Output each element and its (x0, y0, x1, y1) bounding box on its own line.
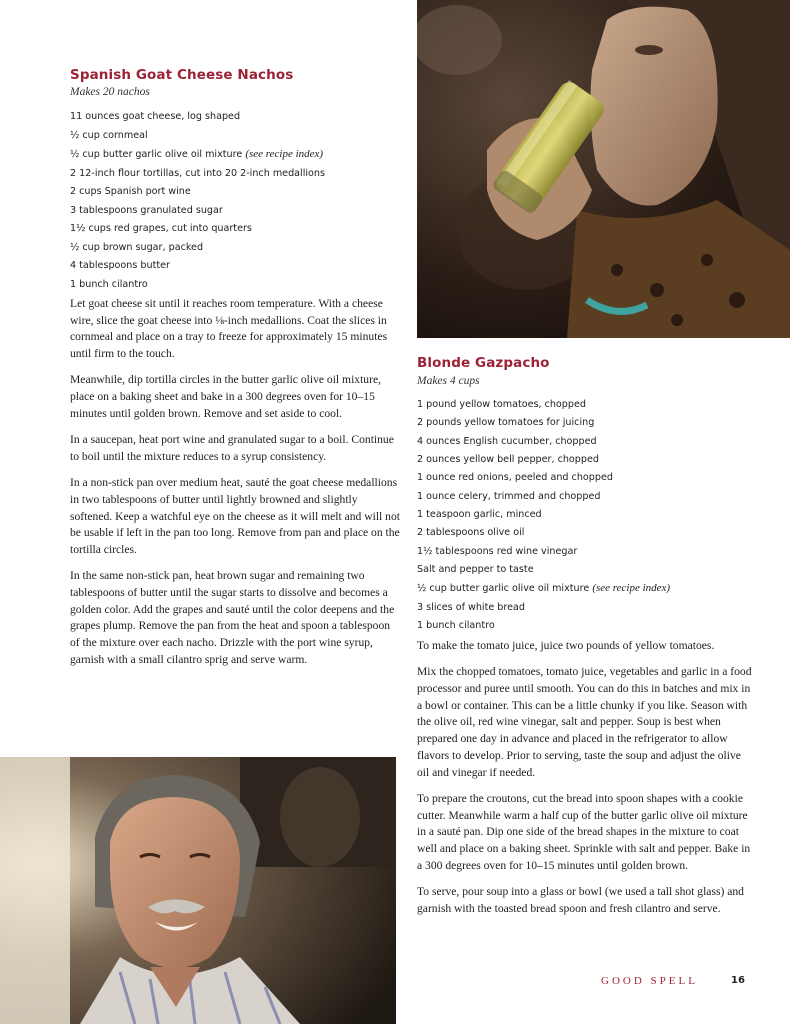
ingredient-item: 1 bunch cilantro (417, 620, 495, 632)
ingredient-item: 1½ cups red grapes, cut into quarters (70, 223, 252, 234)
nachos-ingredient-list (70, 108, 325, 294)
ingredient-text: ½ cup butter garlic olive oil mixture (70, 149, 243, 160)
gazpacho-title: Blonde Gazpacho (417, 355, 550, 371)
ingredient-item: 1 ounce red onions, peeled and chopped (417, 472, 613, 484)
instruction-paragraph: Meanwhile, dip tortilla circles in the butter garlic olive oil mixture, place on a baking sheet and bake in a 300 degrees oven for 10–15 minutes until golden brown. Remove and set aside to cool. (70, 373, 382, 420)
photo-woman-drinking-gazpacho (417, 0, 790, 338)
nachos-title: Spanish Goat Cheese Nachos (70, 67, 294, 83)
ingredient-item: 3 slices of white bread (417, 601, 526, 613)
instruction-paragraph: To prepare the croutons, cut the bread into spoon shapes with a cookie cutter. Meanwhile warm a half cup of the butter garlic olive oil mixture in a sauté pan. Dip one side of the bread shapes in the mixture to coat well and place on a baking sheet. Sprinkle with salt and pepper. Bake in a 300 degrees oven for 10–15 minutes until golden brown. (417, 791, 751, 872)
ingredient-item: 1 teaspoon garlic, minced (417, 509, 542, 521)
nachos-instructions (70, 296, 400, 678)
ingredient-item (417, 579, 670, 598)
recipe-index-note: (see recipe index) (245, 148, 324, 160)
page-number: 16 (731, 975, 745, 986)
ingredient-text: ½ cup butter garlic olive oil mixture (417, 583, 590, 595)
magazine-name: GOOD SPELL (601, 975, 698, 987)
ingredient-item (70, 145, 325, 165)
ingredient-item: Salt and pepper to taste (417, 564, 534, 576)
instruction-paragraph: In a non-stick pan over medium heat, sauté the goat cheese medallions in two tablespoons of butter until lightly browned and slightly softened. Keep a watchful eye on the cheese as it will melt and will not be usable if left in the pan too long. Remove from pan and place on the tortilla circles. (70, 476, 400, 556)
instruction-paragraph: In a saucepan, heat port wine and granulated sugar to a boil. Continue to boil until the mixture reduces to a syrup consistency. (70, 433, 394, 463)
instruction-paragraph: To serve, pour soup into a glass or bowl (we used a tall shot glass) and garnish with the toasted bread spoon and fresh cilantro and serve. (417, 884, 744, 915)
ingredient-item: 2 ounces yellow bell pepper, chopped (417, 454, 599, 466)
ingredient-item: 3 tablespoons granulated sugar (70, 204, 223, 216)
ingredient-item: 1½ tablespoons red wine vinegar (417, 545, 578, 557)
ingredient-item: 2 12-inch flour tortillas, cut into 20 2-inch medallions (70, 167, 325, 179)
instruction-paragraph: Let goat cheese sit until it reaches room temperature. With a cheese wire, slice the goat cheese into ⅛-inch medallions. Coat the slices in cornmeal and place on a tray to freeze for approximately 15 minutes until firm to the touch. (70, 297, 388, 361)
photo-smiling-man (0, 757, 396, 1024)
recipe-index-note: (see recipe index) (592, 582, 671, 595)
instruction-paragraph: Mix the chopped tomatoes, tomato juice, vegetables and garlic in a food processor and puree until smooth. You can do this in batches and mix in a bowl or container. This can be a little chunky if you like. Season with the olive oil, red wine vinegar, salt and pepper. Soup is best when prepared one day in advance and placed in the refrigerator to allow flavors to develop. Prior to serving, taste the soup and adjust the olive oil and vinegar if needed. (417, 665, 752, 779)
ingredient-item: 1 bunch cilantro (70, 278, 148, 290)
instruction-paragraph: In the same non-stick pan, heat brown sugar and remaining two tablespoons of butter until the sugar starts to dissolve and becomes a golden color. Add the grapes and sauté until the color deepens and the grapes plump. Remove the pan from the heat and spoon a tablespoon of the mixture over each nacho. Drizzle with the port wine syrup, garnish with a small cilantro sprig and serve warm. (70, 569, 395, 666)
ingredient-item: 2 cups Spanish port wine (70, 186, 191, 197)
ingredient-item: 2 pounds yellow tomatoes for juicing (417, 417, 595, 429)
ingredient-item: 4 tablespoons butter (70, 260, 170, 271)
nachos-yield: Makes 20 nachos (70, 86, 150, 98)
ingredient-item: 4 ounces English cucumber, chopped (417, 435, 597, 447)
ingredient-item: 1 pound yellow tomatoes, chopped (417, 399, 586, 410)
gazpacho-instructions (417, 638, 752, 927)
gazpacho-yield: Makes 4 cups (417, 375, 480, 387)
ingredient-item: 2 tablespoons olive oil (417, 527, 525, 539)
gazpacho-ingredient-list (417, 396, 670, 635)
instruction-paragraph: To make the tomato juice, juice two pounds of yellow tomatoes. (417, 639, 715, 652)
ingredient-item: ½ cup brown sugar, packed (70, 241, 204, 253)
ingredient-item: ½ cup cornmeal (70, 129, 148, 141)
ingredient-item: 11 ounces goat cheese, log shaped (70, 111, 241, 122)
ingredient-item: 1 ounce celery, trimmed and chopped (417, 490, 601, 502)
